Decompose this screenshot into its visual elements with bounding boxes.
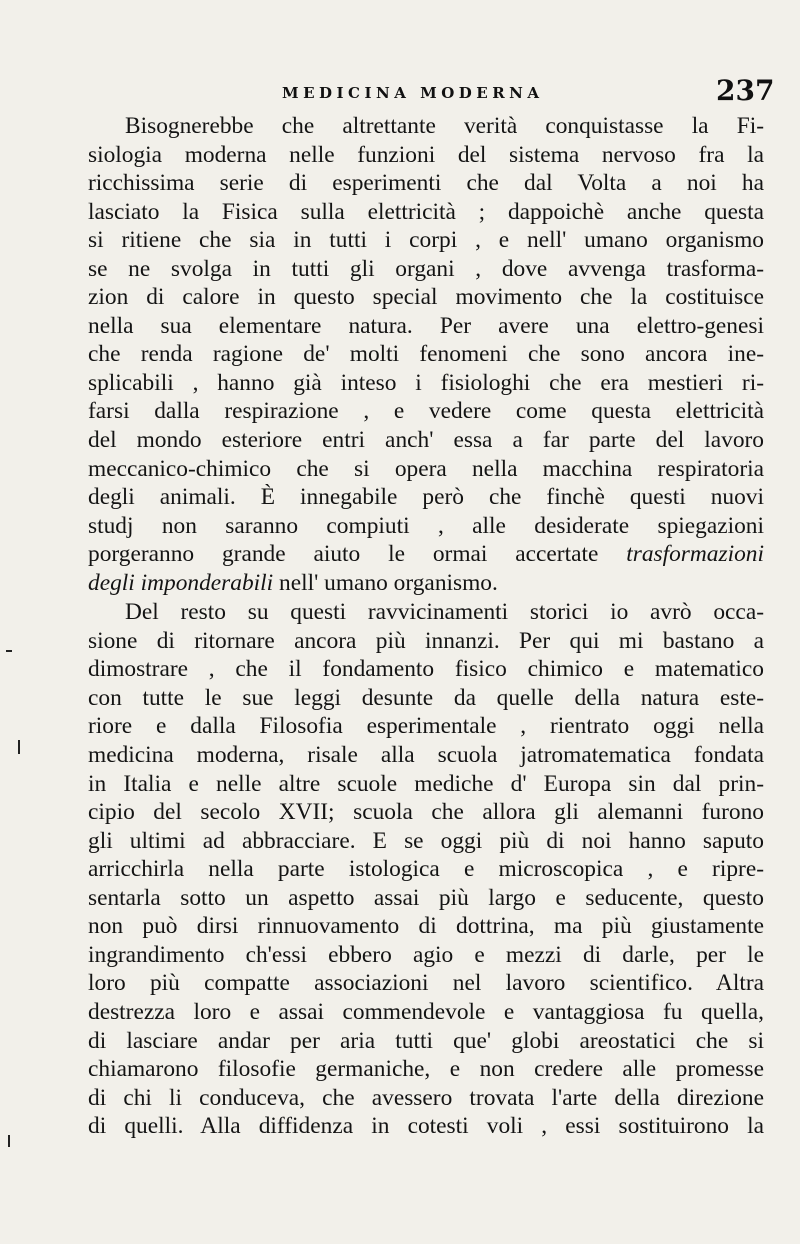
paragraph-2 bbox=[88, 598, 764, 1140]
text-line: medicina moderna, risale alla scuola jatromatematica fondata bbox=[88, 742, 764, 769]
text-line: farsi dalla respirazione , e vedere come questa elettricità bbox=[88, 398, 764, 425]
text-line: si ritiene che sia in tutti i corpi , e nell' umano organismo bbox=[88, 227, 764, 254]
text-line: Bisognerebbe che altrettante verità conquistasse la Fi- bbox=[125, 113, 764, 139]
text-line: nella sua elementare natura. Per avere una elettro-genesi bbox=[88, 312, 764, 339]
margin-tick-mark bbox=[8, 1135, 10, 1147]
running-title: MEDICINA MODERNA bbox=[282, 84, 544, 102]
paragraph-1 bbox=[88, 112, 764, 597]
text-line: dimostrare , che il fondamento fisico chimico e matematico bbox=[88, 656, 764, 683]
page-header bbox=[0, 76, 800, 112]
text-run: nell' umano organismo. bbox=[279, 569, 498, 596]
text-line: con tutte le sue leggi desunte da quelle della natura este- bbox=[88, 684, 764, 711]
text-line: del mondo esteriore entri anch' essa a far parte del lavoro bbox=[88, 427, 764, 454]
text-line: di quelli. Alla diffidenza in cotesti voli , essi sostituirono la bbox=[88, 1113, 764, 1140]
italic-term: degli imponderabili bbox=[88, 569, 274, 596]
text-line: se ne svolga in tutti gli organi , dove avvenga trasforma- bbox=[88, 255, 764, 282]
text-line: lasciato la Fisica sulla elettricità ; dappoichè anche questa bbox=[88, 198, 764, 225]
text-line: di lasciare andar per aria tutti que' globi areostatici che si bbox=[88, 1027, 764, 1054]
text-line: studj non saranno compiuti , alle desiderate spiegazioni bbox=[88, 512, 764, 539]
page-number: 237 bbox=[716, 74, 775, 107]
italic-term: trasformazioni bbox=[626, 541, 764, 568]
text-line: chiamarono filosofie germaniche, e non credere alle promesse bbox=[88, 1056, 764, 1083]
text-line: meccanico-chimico che si opera nella macchina respiratoria bbox=[88, 455, 764, 482]
margin-tick-mark bbox=[6, 650, 12, 652]
text-line: non può dirsi rinnuovamento di dottrina, ma più giustamente bbox=[88, 913, 764, 940]
text-line: destrezza loro e assai commendevole e vantaggiosa fu quella, bbox=[88, 998, 764, 1025]
text-line-with-italic bbox=[88, 569, 764, 598]
text-line: cipio del secolo XVII; scuola che allora gli alemanni furono bbox=[88, 799, 764, 826]
text-line: siologia moderna nelle funzioni del sistema nervoso fra la bbox=[88, 141, 764, 168]
text-line: gli ultimi ad abbracciare. E se oggi più di noi hanno saputo bbox=[88, 827, 764, 854]
text-line: loro più compatte associazioni nel lavoro scientifico. Altra bbox=[88, 970, 764, 997]
margin-tick-mark bbox=[18, 740, 20, 754]
text-line: splicabili , hanno già inteso i fisiologhi che era mestieri ri- bbox=[88, 369, 764, 396]
text-line: in Italia e nelle altre scuole mediche d' Europa sin dal prin- bbox=[88, 770, 764, 797]
body-text bbox=[88, 112, 764, 1141]
text-line: che renda ragione de' molti fenomeni che sono ancora ine- bbox=[88, 341, 764, 368]
text-line: zion di calore in questo special movimento che la costituisce bbox=[88, 284, 764, 311]
text-line: sentarla sotto un aspetto assai più largo e seducente, questo bbox=[88, 884, 764, 911]
text-line: riore e dalla Filosofia esperimentale , rientrato oggi nella bbox=[88, 713, 764, 740]
text-line: di chi li conduceva, che avessero trovata l'arte della direzione bbox=[88, 1084, 764, 1111]
text-line: ingrandimento ch'essi ebbero agio e mezzi di darle, per le bbox=[88, 941, 764, 968]
text-line: sione di ritornare ancora più innanzi. Per qui mi bastano a bbox=[88, 627, 764, 654]
text-line-with-italic bbox=[88, 540, 764, 569]
text-line: degli animali. È innegabile però che finchè questi nuovi bbox=[88, 484, 764, 511]
text-line: Del resto su questi ravvicinamenti storici io avrò occa- bbox=[125, 599, 764, 626]
text-line: arricchirla nella parte istologica e microscopica , e ripre- bbox=[88, 856, 764, 883]
text-run: porgeranno grande aiuto le ormai accertate bbox=[88, 541, 599, 568]
text-line: ricchissima serie di esperimenti che dal Volta a noi ha bbox=[88, 170, 764, 197]
